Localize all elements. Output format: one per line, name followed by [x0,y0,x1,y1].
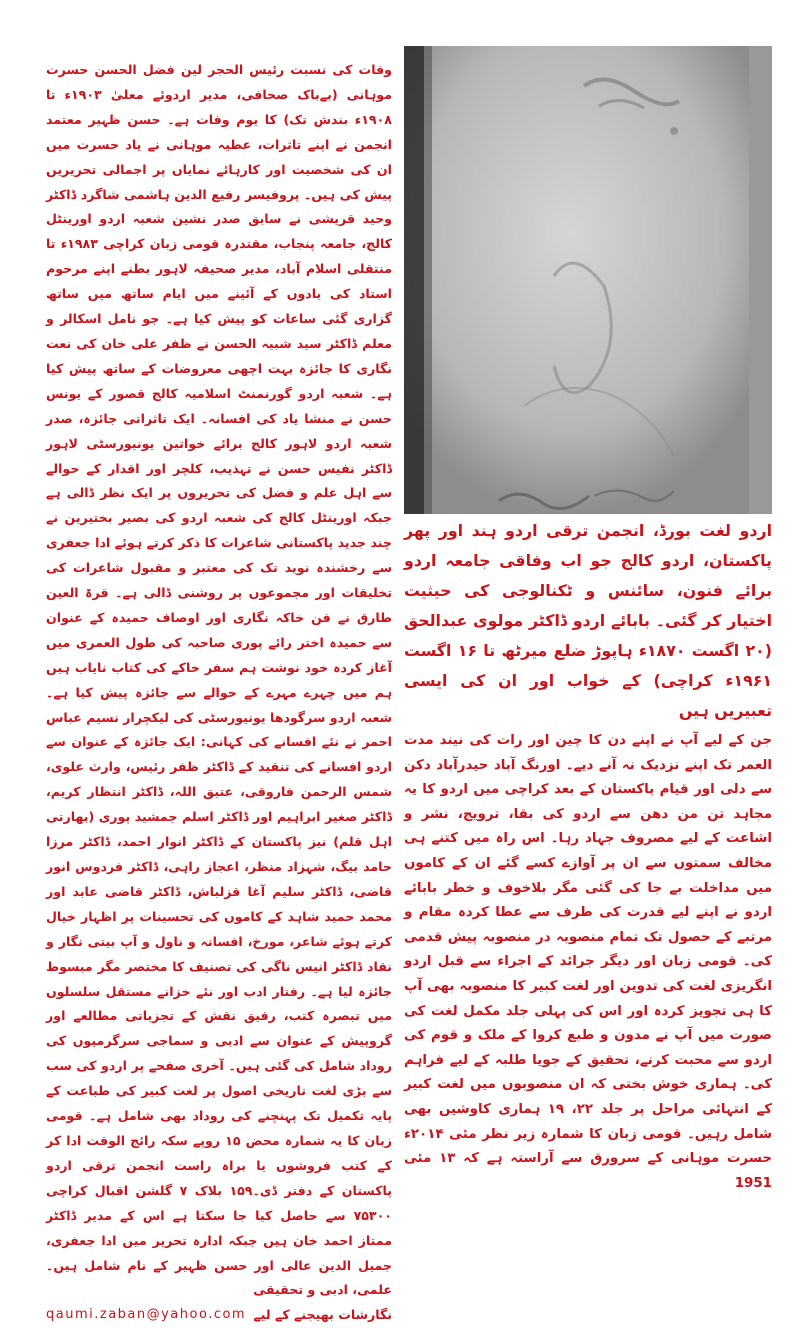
right-text-column [404,516,773,1191]
left-text-column [46,58,393,1323]
magazine-cover-photo [404,46,772,514]
cover-photo-drawing [404,46,772,514]
submission-label: نگارشات بھیجنے کے لیے [253,1307,392,1323]
email-address[interactable]: qaumi.zaban@yahoo.com [46,1307,247,1323]
right-lead-paragraph: اردو لغت بورڈ، انجمن ترقی اردو ہند اور پھر پاکستان، اردو کالج جو اب وفاقی جامعہ اردو برائے فنون، سائنس و ٹکنالوجی کی حیثیت اختیار کر گئی۔ بابائے اردو ڈاکٹر مولوی عبدالحق (۲۰ اگست ۱۸۷۰ء ہاپوڑ ضلع میرٹھ تا ۱۶ اگست ۱۹۶۱ء کراچی) کے خواب اور ان کی ایسی تعبیریں ہیں [404,521,772,720]
submission-line [46,1303,392,1328]
left-article-paragraph: وفات کی نسبت رئیس الحجر لین فضل الحسن حسرت موہانی (بےباک صحافی، مدیر اردوئے معلیٰ ۱۹۰۳ء تا ۱۹۰۸ء بندش تک) کا یوم وفات ہے۔ حسن ظہیر معتمد انجمن نے اپنے تاثرات، عطیہ موہانی نے یاد حسرت میں ان کی شخصیت اور کارہائے نمایاں پر اجمالی تحریریں پیش کی ہیں۔ پروفیسر رفیع الدین ہاشمی شاگرد ڈاکٹر وحید قریشی نے سابق صدر نشین شعبہ اردو اورینٹل کالج، جامعہ پنجاب، مقتدرہ قومی زبان کراچی ۱۹۸۳ء تا منتقلی اسلام آباد، مدیر صحیفہ لاہور بطنے اپنے مرحوم استاد کی یادوں کے آئینے میں ایام ساتھ میں ساتھ گزاری گئی ساعات کو پیش کیا ہے۔ جو نامل اسکالر و معلم ڈاکٹر سید شبیہ الحسن نے ظفر علی خان کی نعت نگاری کا جائزہ بہت اچھی معروضات کے ساتھ پیش کیا ہے۔ شعبہ اردو گورنمنٹ اسلامیہ کالج قصور کے یونس حسن نے منشا یاد کی افسانہ۔ ایک تاثراتی جائزہ، صدر شعبہ اردو لاہور کالج برائے خواتین یونیورسٹی لاہور ڈاکٹر نفیس حسن نے تہذیب، کلچر اور اقدار کے حوالے سے اہل علم و فضل کی تحریروں پر ایک نظر ڈالی ہے جبکہ اورینٹل کالج کی شعبہ اردو کی بصیر بختیرین نے چند جدید پاکستانی شاعرات کا ذکر کرتے ہوئے ادا جعفری سے رخشندہ نوید تک کی معتبر و مقبول شاعرات کی تخلیقات اور مجموعوں پر روشنی ڈالی ہے۔ قرۃ العین طارق نے فن خاکہ نگاری اور اوصاف حمیدہ کے عنوان سے حمیدہ اختر رائے پوری صاحبہ کی طول العمری میں آغاز کردہ خود نوشت ہم سفر خاکے کی کتاب نایاب ہیں ہم میں چہرے مہرے کے حوالے سے جائزہ پیش کیا ہے۔ شعبہ اردو سرگودھا یونیورسٹی کی لیکچرار نسیم عباس احمر نے نئے افسانے کی کہانی: ایک جائزہ کے عنوان سے اردو افسانے کی تنقید کے ڈاکٹر ظفر رئیس، وارث علوی، شمس الرحمن فاروقی، عتیق اللہ، ڈاکٹر انتظار کریم، ڈاکٹر صغیر ابراہیم اور ڈاکٹر اسلم جمشید پوری (بھارتی اہل قلم) نیز پاکستان کے ڈاکٹر انوار احمد، ڈاکٹر مرزا حامد بیگ، شہزاد منظر، اعجاز راہی، ڈاکٹر فردوس انور قاضی، ڈاکٹر سلیم آغا قزلباش، ڈاکٹر قاضی عابد اور محمد حمید شاہد کے کاموں کی تحسینات پر اظہار خیال کرتے ہوئے شاعر، مورخ، افسانہ و ناول و آپ بیتی نگار و نقاد ڈاکٹر انیس ناگی کی تصنیف کا مختصر مگر مبسوط جائزہ لیا ہے۔ رفتار ادب اور نئے خزانے مستقل سلسلوں میں تبصرہ کتب، رفیق نقش کے تجزیاتی مطالعے اور گروپیش کے عنوان سے ادبی و سماجی سرگرمیوں کی روداد شامل کی گئی ہیں۔ آخری صفحے پر اردو کی سب سے بڑی لغت تاریخی اصول پر لغت کبیر کی طباعت کے پایہ تکمیل تک پہنچنے کی روداد بھی شامل ہے۔ قومی زبان کا یہ شمارہ محض ۱۵ روپے سکہ رائج الوقت ادا کر کے کتب فروشوں یا براہ راست انجمن ترقی اردو پاکستان کے دفتر ڈی۔۱۵۹ بلاک ۷ گلشن اقبال کراچی ۷۵۳۰۰ سے حاصل کیا جا سکتا ہے اس کے مدیر ڈاکٹر ممتاز احمد خان ہیں جبکہ ادارہ تحریر میں ادا جعفری، جمیل الدین عالی اور حسن ظہیر کے نام شامل ہیں۔ علمی، ادبی و تحقیقی [46,62,393,1298]
right-body-paragraph: جن کے لیے آپ نے اپنے دن کا چین اور رات کی نیند مدت العمر تک اپنے نزدیک نہ آنے دیے۔ اورنگ آباد حیدرآباد دکن سے دلی اور قیام پاکستان کے بعد کراچی میں اردو کا یہ مجاہد تن من دھن سے اردو کی بقا، ترویج، نشر و اشاعت کے لیے مصروف جہاد رہا۔ اس راہ میں کتنے ہی مخالف سمتوں سے ان پر آوازے کسے گئے ان کے کاموں میں مداخلت بے جا کی گئی مگر بلاخوف و خطر بابائے اردو نے اپنے لیے قدرت کی طرف سے عطا کردہ مقام و مرتبے کے حصول تک تمام منصوبہ در منصوبہ پیش قدمی کی۔ قومی زبان اور دیگر جرائد کے اجراء سے قبل اردو انگریزی لغت کی تدوین اور لغت کبیر کا منصوبہ بھی آپ کا ہی تجویز کردہ اور اس کی پہلی جلد مکمل لغت کی صورت میں آپ نے مدون و طبع کروا کے ملک و قوم کی اردو سے محبت کرنے، تحقیق کے جویا طلبہ کے لیے فراہم کی۔ ہماری خوش بختی کہ ان منصوبوں میں لغت کبیر کے انتہائی مراحل پر جلد ۲۲، ۱۹ ہماری کاوشیں بھی شامل رہیں۔ قومی زبان کا شمارہ زیر نظر مئی ۲۰۱۴ء حسرت موہانی کے سرورق سے آراستہ ہے کہ ۱۳ مئی 1951 [404,733,773,1191]
